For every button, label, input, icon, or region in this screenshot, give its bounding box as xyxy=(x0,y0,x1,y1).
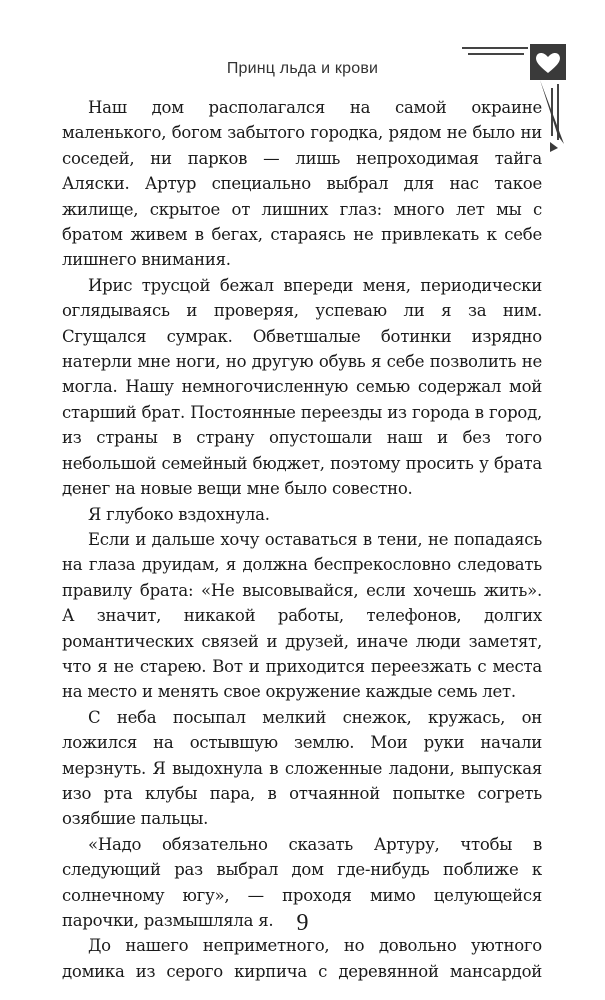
paragraph: «Надо обязательно сказать Артуру, чтобы в следующий раз выбрал дом где-нибудь поближе к солнечному югу», — проходя мимо целующейся парочки, размышляла я. xyxy=(62,834,542,930)
paragraph: Ирис трусцой бежал впереди меня, периодически оглядываясь и проверяя, успеваю ли я за ним. Сгущался сумрак. Обветшалые ботинки изрядно натерли мне ноги, но другую обувь я себе позволить не могла. Нашу немногочисленную семью содержал мой старший брат. Постоянные переезды из города в город, из страны в страну опустошали наш и без того небольшой семейный бюджет, поэтому просить у брата денег на новые вещи мне было совестно. xyxy=(62,275,542,499)
page-number: 9 xyxy=(296,910,309,936)
running-title: Принц льда и крови xyxy=(226,60,379,77)
paragraph: Если и дальше хочу оставаться в тени, не попадаясь на глаза друидам, я должна беспрекословно следовать правилу брата: «Не высовывайся, если хочешь жить». А значит, никакой работы, телефонов, долгих романтических связей и друзей, иначе люди заметят, что я не старею. Вот и приходится переезжать с места на место и менять свое окружение каждые семь лет. xyxy=(62,529,542,702)
paragraph: Наш дом располагался на самой окраине маленького, богом забытого городка, рядом не было ни соседей, ни парков — лишь непроходимая тайга Аляски. Артур специально выбрал для нас такое жилище, скрытое от лишних глаз: много лет мы с братом живем в бегах, стараясь не привлекать к себе лишнего внимания. xyxy=(62,98,542,270)
paragraph: Я глубоко вздохнула. xyxy=(88,504,270,524)
body-text xyxy=(62,95,542,984)
paragraph: С неба посыпал мелкий снежок, кружась, он ложился на остывшую землю. Мои руки начали мерзнуть. Я выдохнула в сложенные ладони, выпуская изо рта клубы пара, в отчаянной попытке согреть озябшие пальцы. xyxy=(62,707,542,829)
paragraph: До нашего неприметного, но довольно уютного домика из серого кирпича с деревянной мансардой xyxy=(62,936,542,981)
